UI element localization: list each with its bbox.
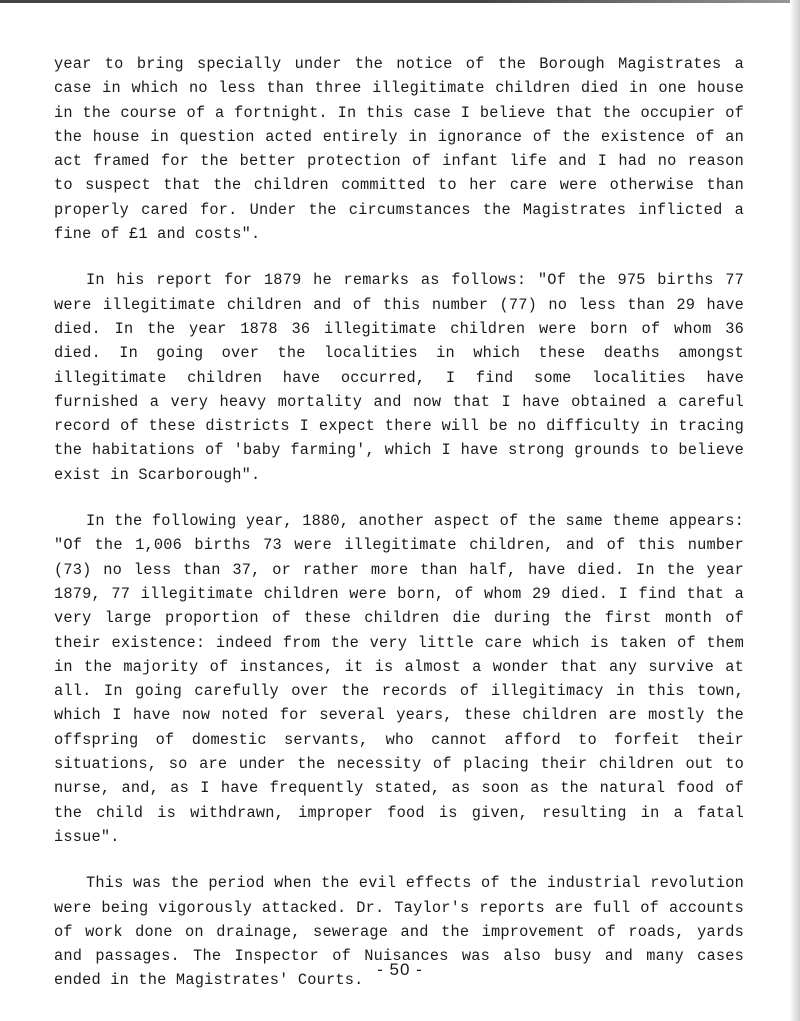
page-number: - 50 - (377, 960, 423, 979)
paragraph-2-text: In his report for 1879 he remarks as follows: "Of the 975 births 77 were illegitimate children and of this number (77) no less than 29 have died. In the year 1878 36 illegitimate children were born of whom 36 died. In going over the localities in which these deaths amongst illegitimate children have occurred, I find some localities have furnished a very heavy mortality and now that I have obtained a careful record of these districts I expect there will be no difficulty in tracing the habitations of 'baby farming', which I have strong grounds to believe exist in Scarborough". (54, 271, 744, 484)
paragraph-3-text: In the following year, 1880, another aspect of the same theme appears: "Of the 1,006 births 73 were illegitimate children, and of this number (73) no less than 37, or rather more than half, have died. In the year 1879, 77 illegitimate children were born, of whom 29 died. I find that a very large proportion of these children die during the first month of their existence: indeed from the very little care which is taken of them in the majority of instances, it is almost a wonder that any survive at all. In going carefully over the records of illegitimacy in this town, which I have now noted for several years, these children are mostly the offspring of domestic servants, who cannot afford to forfeit their situations, so are under the necessity of placing their children out to nurse, and, as I have frequently stated, as soon as the natural food of the child is withdrawn, improper food is given, resulting in a fatal issue". (54, 512, 744, 846)
scan-top-edge (0, 0, 800, 3)
scan-right-edge (790, 0, 800, 1021)
paragraph-1-text: year to bring specially under the notice of the Borough Magistrates a case in which no less than three illegitimate children died in one house in the course of a fortnight. In this case I believe that the occupier of the house in question acted entirely in ignorance of the existence of an act framed for the better protection of infant life and I had no reason to suspect that the children committed to her care were otherwise than properly cared for. Under the circumstances the Magistrates inflicted a fine of £1 and costs". (54, 55, 744, 244)
paragraph-2 (54, 268, 744, 487)
page-body (54, 52, 744, 1015)
paragraph-3 (54, 509, 744, 849)
paragraph-1 (54, 52, 744, 246)
paragraph-4-text: This was the period when the evil effects of the industrial revolution were being vigorously attacked. Dr. Taylor's reports are full of accounts of work done on drainage, sewerage and the improvement of roads, yards and passages. The Inspector of Nuisances was also busy and many cases ended in the Magistrates' Courts. (54, 874, 744, 990)
